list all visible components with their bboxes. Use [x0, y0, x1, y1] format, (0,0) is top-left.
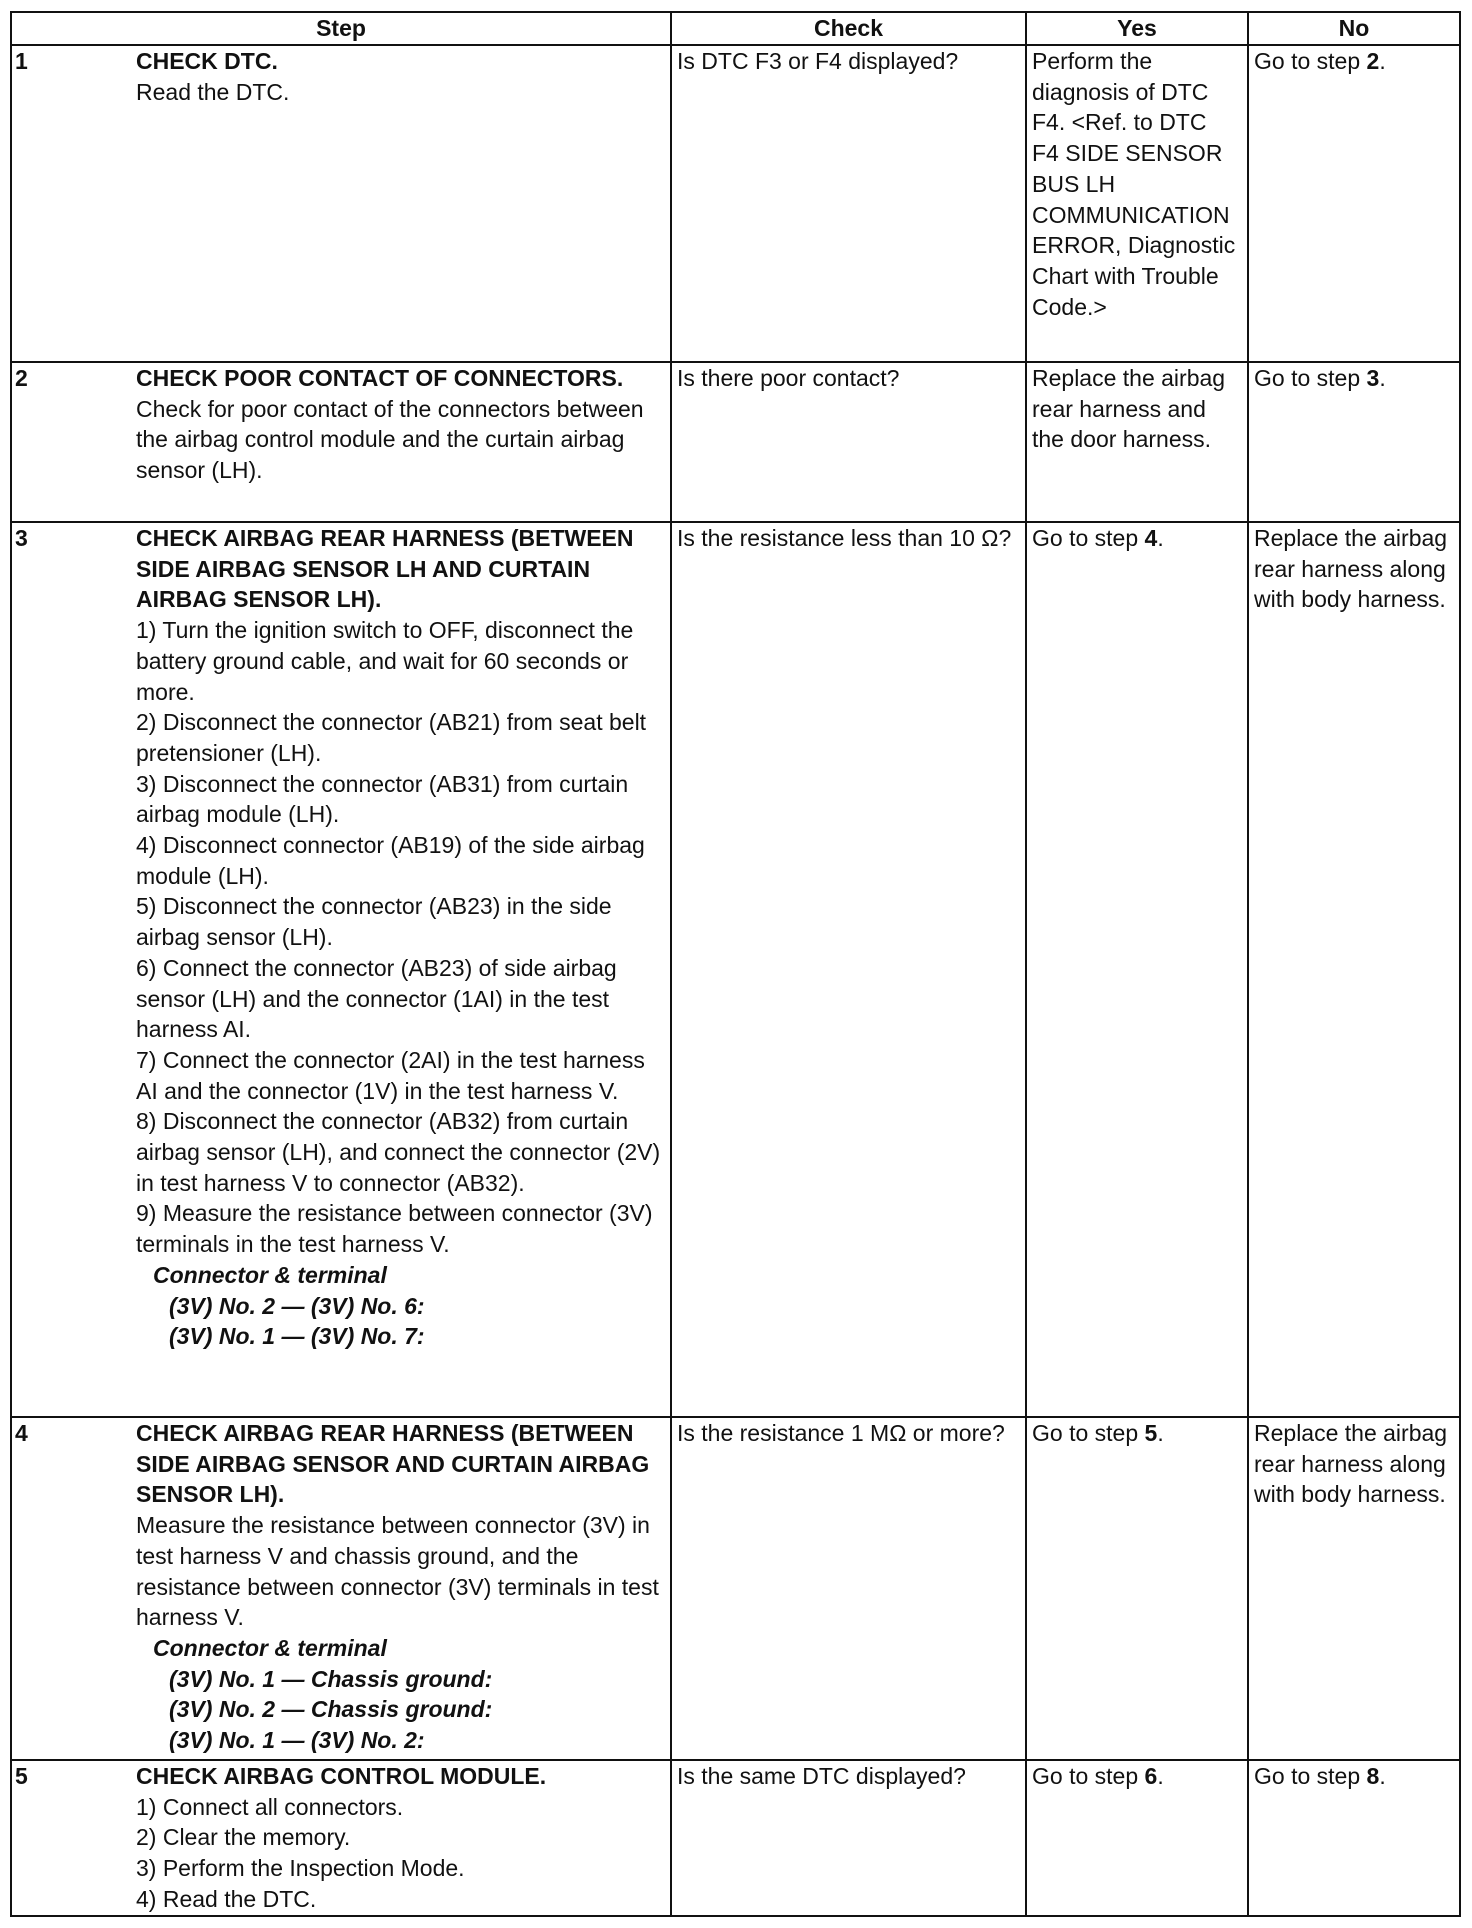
yes-suffix: . [1157, 1763, 1164, 1789]
yes-step-ref: 6 [1144, 1763, 1158, 1789]
table-row [11, 522, 1460, 1417]
no-suffix: . [1379, 365, 1386, 391]
procedure-step: 5) Disconnect the connector (AB23) in the side airbag sensor (LH). [136, 893, 612, 951]
spec-item: (3V) No. 2 — Chassis ground: [169, 1696, 493, 1723]
diagnostic-table [10, 11, 1461, 1917]
step-number: 1 [15, 48, 28, 74]
no-text: Go to step [1254, 48, 1367, 74]
procedure-step: 7) Connect the connector (2AI) in the test harness AI and the connector (1V) in the test harness V. [136, 1046, 645, 1104]
yes-text: Go to step [1032, 1420, 1145, 1446]
procedure-step: 2) Disconnect the connector (AB21) from seat belt pretensioner (LH). [136, 709, 647, 766]
yes-cell: Perform the diagnosis of DTC F4. <Ref. to DTC F4 SIDE SENSOR BUS LH COMMUNICATION ERROR, Diagnostic Chart with Trouble Code.> [1026, 45, 1248, 362]
procedure-step: 1) Turn the ignition switch to OFF, disconnect the battery ground cable, and wait for 60 seconds or more. [136, 617, 634, 705]
no-step-ref: 8 [1366, 1763, 1380, 1789]
procedure-step: 9) Measure the resistance between connector (3V) terminals in the test harness V. [136, 1200, 653, 1258]
spec-item: (3V) No. 2 — (3V) No. 6: [169, 1292, 425, 1319]
yes-suffix: . [1157, 1420, 1164, 1446]
check-cell: Is DTC F3 or F4 displayed? [671, 45, 1026, 362]
no-cell: Replace the airbag rear harness along with body harness. [1248, 522, 1460, 1417]
no-text: Go to step [1254, 1763, 1367, 1789]
no-cell [1248, 1760, 1460, 1916]
spec-title: Connector & terminal [153, 1634, 387, 1661]
table-row [11, 1417, 1460, 1760]
spec-title: Connector & terminal [153, 1261, 387, 1288]
table-row [11, 362, 1460, 522]
table-row [11, 1760, 1460, 1916]
procedure-step: 4) Read the DTC. [136, 1885, 317, 1912]
step-cell [11, 362, 671, 522]
no-cell [1248, 362, 1460, 522]
yes-cell [1026, 522, 1248, 1417]
step-title: CHECK AIRBAG REAR HARNESS (BETWEEN SIDE AIRBAG SENSOR AND CURTAIN AIRBAG SENSOR LH). [136, 1420, 650, 1508]
step-number: 4 [15, 1420, 28, 1446]
header-check: Check [671, 12, 1026, 45]
spec-item: (3V) No. 1 — (3V) No. 7: [169, 1323, 425, 1350]
step-description: Measure the resistance between connector (3V) in test harness V and chassis ground, and the resistance between connector (3V) terminals in test harness V. [136, 1512, 659, 1631]
yes-cell [1026, 1417, 1248, 1760]
no-step-ref: 2 [1366, 48, 1380, 74]
step-description: Read the DTC. [136, 78, 290, 105]
check-cell: Is the same DTC displayed? [671, 1760, 1026, 1916]
no-cell [1248, 45, 1460, 362]
step-title: CHECK POOR CONTACT OF CONNECTORS. [136, 365, 624, 391]
yes-cell: Replace the airbag rear harness and the door harness. [1026, 362, 1248, 522]
table-header-row [11, 12, 1460, 45]
no-step-ref: 3 [1366, 365, 1380, 391]
step-description: Check for poor contact of the connectors between the airbag control module and the curtain airbag sensor (LH). [136, 395, 644, 484]
no-suffix: . [1379, 1763, 1386, 1789]
no-text: Go to step [1254, 365, 1367, 391]
yes-suffix: . [1157, 525, 1164, 551]
check-cell: Is there poor contact? [671, 362, 1026, 522]
procedure-step: 3) Perform the Inspection Mode. [136, 1855, 465, 1882]
step-number: 2 [15, 365, 28, 391]
procedure-step: 3) Disconnect the connector (AB31) from curtain airbag module (LH). [136, 770, 629, 828]
procedure-step: 8) Disconnect the connector (AB32) from curtain airbag sensor (LH), and connect the connector (2V) in test harness V to connector (AB32). [136, 1108, 661, 1196]
step-cell [11, 1760, 671, 1916]
no-suffix: . [1379, 48, 1386, 74]
header-step: Step [11, 12, 671, 45]
procedure-step: 1) Connect all connectors. [136, 1793, 404, 1820]
procedure-step: 4) Disconnect connector (AB19) of the side airbag module (LH). [136, 832, 645, 889]
yes-text: Go to step [1032, 1763, 1145, 1789]
table-row [11, 45, 1460, 362]
no-cell: Replace the airbag rear harness along with body harness. [1248, 1417, 1460, 1760]
step-number: 3 [15, 525, 28, 551]
step-cell [11, 1417, 671, 1760]
header-no: No [1248, 12, 1460, 45]
step-title: CHECK AIRBAG CONTROL MODULE. [136, 1763, 547, 1789]
procedure-step: 6) Connect the connector (AB23) of side airbag sensor (LH) and the connector (1AI) in the test harness AI. [136, 954, 617, 1043]
check-cell: Is the resistance less than 10 Ω? [671, 522, 1026, 1417]
step-title: CHECK AIRBAG REAR HARNESS (BETWEEN SIDE AIRBAG SENSOR LH AND CURTAIN AIRBAG SENSOR LH). [136, 525, 634, 613]
yes-step-ref: 4 [1144, 525, 1158, 551]
yes-cell [1026, 1760, 1248, 1916]
step-cell [11, 522, 671, 1417]
check-cell: Is the resistance 1 MΩ or more? [671, 1417, 1026, 1760]
procedure-step: 2) Clear the memory. [136, 1824, 351, 1851]
spec-item: (3V) No. 1 — Chassis ground: [169, 1665, 493, 1692]
yes-text: Go to step [1032, 525, 1145, 551]
diagnostic-table-sheet [10, 11, 1461, 1917]
step-cell [11, 45, 671, 362]
spec-item: (3V) No. 1 — (3V) No. 2: [169, 1727, 425, 1754]
header-yes: Yes [1026, 12, 1248, 45]
step-number: 5 [15, 1763, 28, 1789]
yes-step-ref: 5 [1144, 1420, 1158, 1446]
step-title: CHECK DTC. [136, 48, 278, 74]
